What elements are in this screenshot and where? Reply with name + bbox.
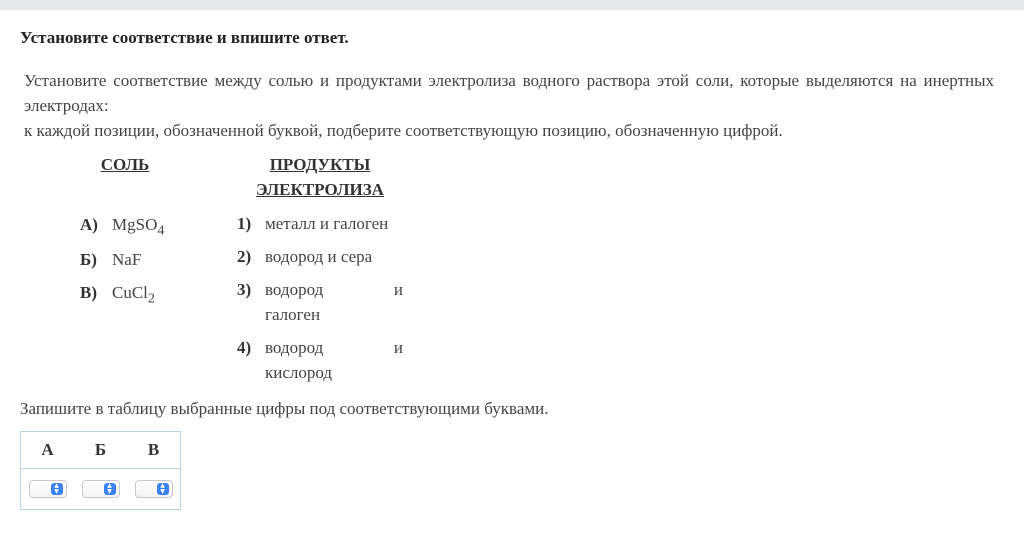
- salt-letter-v: В): [80, 283, 97, 302]
- product-text-1: металл и галоген: [265, 214, 389, 233]
- product-text-2: водород и сера: [265, 247, 373, 266]
- chevron-updown-icon: ▲ ▼: [104, 483, 116, 495]
- salt-formula-a: MgSO$_4$: [112, 215, 165, 239]
- question-text: [24, 68, 994, 143]
- answer-table: [20, 431, 181, 510]
- answer-select-b[interactable]: [82, 480, 120, 498]
- answer-header-b: Б: [74, 432, 127, 469]
- salt-formula-b: NaF: [112, 250, 142, 269]
- answer-cell-v: [127, 469, 181, 510]
- salt-column-header: СОЛЬ: [100, 155, 150, 174]
- task-heading: Установите соответствие и впишите ответ.: [20, 28, 349, 47]
- answer-header-a: А: [21, 432, 75, 469]
- products-header-line2: ЭЛЕКТРОЛИЗА: [256, 180, 384, 199]
- question-intro: Установите соответствие между солью и продуктами электролиза водного раствора этой соли, которые выделяются на инертных электродах:: [24, 71, 994, 115]
- chevron-updown-icon: ▲ ▼: [51, 483, 63, 495]
- top-bar: [0, 0, 1024, 10]
- product-number-1: 1): [237, 214, 252, 233]
- product-number-4: 4): [237, 338, 252, 357]
- salt-letter-b: Б): [80, 250, 97, 269]
- product-text-4: водород и кислород: [265, 338, 403, 382]
- product-number-2: 2): [237, 247, 252, 266]
- chevron-updown-icon: ▲ ▼: [157, 483, 169, 495]
- products-header-line1: ПРОДУКТЫ: [269, 155, 371, 174]
- answer-select-v[interactable]: [135, 480, 173, 498]
- answer-select-a[interactable]: [29, 480, 67, 498]
- answer-instruction: Запишите в таблицу выбранные цифры под соответствующими буквами.: [20, 399, 549, 418]
- product-number-3: 3): [237, 280, 252, 299]
- product-text-3: водород и галоген: [265, 280, 403, 324]
- products-column-header: [245, 152, 395, 202]
- answer-header-v: В: [127, 432, 181, 469]
- question-instruction: к каждой позиции, обозначенной буквой, подберите соответствующую позицию, обозначенную цифрой.: [24, 121, 783, 140]
- salt-letter-a: А): [80, 215, 98, 234]
- answer-cell-a: [21, 469, 75, 510]
- salt-formula-v: CuCl$_2$: [112, 283, 155, 307]
- answer-cell-b: [74, 469, 127, 510]
